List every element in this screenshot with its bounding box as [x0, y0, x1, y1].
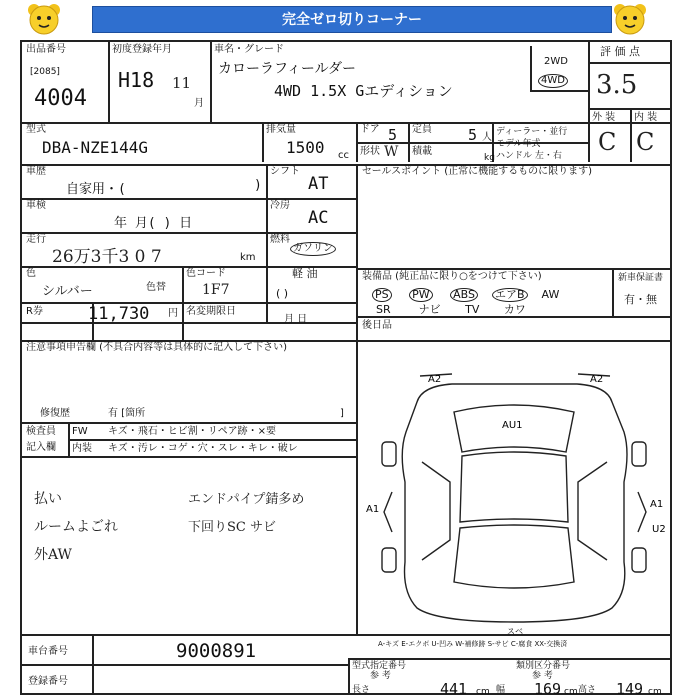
- shaken-value: 年 月( ) 日: [114, 216, 193, 231]
- equip-abs: ABS: [450, 288, 478, 302]
- model-label: 車名・グレード: [214, 44, 284, 55]
- shaken-label: 車検: [26, 200, 46, 211]
- mark-a2-left: A2: [428, 374, 442, 385]
- month-unit: 月: [194, 98, 204, 109]
- equip-navi: ナビ: [418, 303, 441, 316]
- inspector-note-right-1: エンドパイプ錆多め: [188, 492, 305, 507]
- exterior-label: 外 装: [592, 112, 616, 123]
- notes-label: 注意事項申告欄 (不具合内容等は具体的に記入して下さい): [26, 342, 287, 353]
- capacity-value: 5: [468, 126, 478, 144]
- fuel-label: 燃料: [270, 234, 290, 245]
- width-label: 幅: [496, 685, 506, 695]
- recycle-value: 11,730: [88, 304, 150, 324]
- height-label: 高さ: [578, 685, 597, 695]
- repair-close: ]: [340, 408, 344, 419]
- history-value: 自家用・(: [66, 182, 126, 197]
- registration-month: 11: [172, 74, 192, 92]
- lot-sub: [2085]: [30, 67, 60, 77]
- reference-label-2: 参 考: [532, 671, 553, 681]
- score-value: 3.5: [596, 70, 638, 100]
- reference-label-1: 参 考: [370, 671, 391, 681]
- capacity-label: 定員: [412, 124, 432, 135]
- load-label: 積載: [412, 146, 432, 157]
- registration-era: H18: [118, 68, 155, 92]
- ac-value: AC: [308, 208, 329, 228]
- interior-inspect-items: キズ・汚レ・コゲ・穴・スレ・キレ・破レ: [108, 443, 298, 454]
- equip-pw: PW: [409, 288, 433, 302]
- mileage-unit: km: [240, 252, 256, 263]
- interior-label: 内 装: [634, 112, 658, 123]
- displacement-value: 1500: [286, 138, 325, 157]
- type-label: 型式: [26, 124, 46, 135]
- width-value: 169: [534, 680, 562, 698]
- shape-label: 形状: [360, 146, 380, 157]
- mileage-value: 26万3千3 0 7: [52, 247, 162, 267]
- model-year-label: モデル年式: [496, 139, 541, 149]
- length-value: 441: [440, 680, 468, 698]
- shift-label: シフト: [270, 166, 300, 177]
- model-grade: 4WD 1.5X Gエディション: [274, 82, 453, 100]
- equipment-label: 装備品 (純正品に限り○をつけて下さい): [362, 271, 542, 282]
- equip-tv: TV: [465, 303, 480, 316]
- equip-ps: PS: [372, 288, 392, 302]
- color-code-label: 色コード: [186, 268, 226, 279]
- displacement-unit: cc: [338, 150, 349, 161]
- model-name: カローラフィールダー: [218, 61, 357, 77]
- displacement-label: 排気量: [266, 124, 296, 135]
- mark-a2-right: A2: [590, 374, 604, 385]
- car-damage-diagram: [362, 372, 668, 634]
- ac-label: 冷房: [270, 200, 290, 211]
- fuel-gasoline-circled: ガソリン: [290, 242, 336, 256]
- name-change-label: 名変期限日: [186, 306, 236, 317]
- inspector-note-1: 払い: [34, 491, 62, 507]
- repair-label: 修復歴: [40, 408, 70, 419]
- mark-sube: スベ: [507, 627, 523, 634]
- first-registration-label: 初度登録年月: [112, 44, 172, 55]
- history-label: 車歴: [26, 166, 46, 177]
- dealer-label: ディーラー・並行: [496, 127, 568, 137]
- warranty-value: 有・無: [624, 293, 657, 306]
- mascot-bear-icon-left: [26, 2, 62, 36]
- shape-value: W: [384, 144, 399, 160]
- interior-inspect-label: 内装: [72, 443, 92, 454]
- class-label: 類別区分番号: [516, 661, 571, 671]
- fw-label: FW: [72, 426, 88, 437]
- mileage-label: 走行: [26, 234, 46, 245]
- inspector-note-right-2: 下回りSC サビ: [188, 520, 276, 535]
- mark-a1-right: A1: [650, 499, 664, 510]
- mark-a1-left: A1: [366, 504, 380, 515]
- fuel-other: ( ): [276, 287, 289, 300]
- type-value: DBA-NZE144G: [42, 138, 148, 157]
- inspector-note-3: 外AW: [34, 547, 72, 563]
- equip-leather: カワ: [503, 303, 526, 316]
- damage-legend: A-キズ E-エクボ U-凹み W-補修跡 S-サビ C-腐食 XX-交換済: [378, 640, 568, 648]
- recycle-label: R券: [26, 306, 43, 317]
- lot-label: 出品番号: [26, 44, 66, 55]
- door-value: 5: [388, 126, 398, 144]
- after-items-label: 後日品: [362, 320, 392, 331]
- fuel-diesel: 軽 油: [292, 267, 318, 280]
- exterior-grade: C: [598, 128, 617, 156]
- name-change-value: 月 日: [284, 314, 308, 325]
- score-label: 評 価 点: [600, 45, 640, 58]
- door-label: ドア: [360, 124, 380, 135]
- color-value: シルバー: [42, 284, 93, 299]
- height-value: 149: [616, 680, 644, 698]
- auction-sheet: [20, 40, 672, 698]
- registration-number-label: 登録番号: [28, 676, 68, 687]
- lot-number: 4004: [34, 86, 87, 111]
- width-unit: cm: [564, 687, 578, 697]
- chassis-label: 車台番号: [28, 646, 68, 657]
- color-code-value: 1F7: [202, 282, 230, 298]
- banner-title: 完全ゼロ切りコーナー: [92, 6, 612, 33]
- color-change-label: 色替: [146, 282, 166, 293]
- load-unit: kg: [484, 153, 495, 163]
- equip-airbag: エアB: [492, 288, 528, 302]
- designation-label: 型式指定番号: [352, 661, 407, 671]
- drive-2wd-label: 2WD: [544, 56, 568, 67]
- equip-sr: SR: [376, 303, 391, 316]
- drive-4wd-circled: 4WD: [538, 74, 568, 88]
- repair-value: 有 [箇所: [108, 408, 146, 419]
- length-label: 長さ: [352, 685, 371, 695]
- fw-items: キズ・飛石・ヒビ割・リペア跡・×要: [108, 426, 276, 437]
- equip-aw: AW: [541, 288, 560, 301]
- recycle-unit: 円: [168, 308, 178, 319]
- warranty-label: 新車保証書: [618, 273, 664, 283]
- capacity-unit: 人: [482, 132, 492, 143]
- history-close: ): [254, 178, 262, 193]
- color-label: 色: [26, 268, 36, 279]
- handle-label: ハンドル 左・右: [496, 151, 562, 161]
- mascot-bear-icon-right: [612, 2, 648, 36]
- length-unit: cm: [476, 687, 490, 697]
- mark-u2: U2: [652, 524, 666, 535]
- height-unit: cm: [648, 687, 662, 697]
- inspector-note-2: ルームよごれ: [34, 519, 118, 535]
- interior-grade: C: [636, 128, 655, 156]
- inspector-label-2: 記入欄: [26, 442, 56, 453]
- shift-value: AT: [308, 174, 329, 194]
- inspector-label: 検査員: [26, 426, 56, 437]
- sales-point-label: セールスポイント (正常に機能するものに限ります): [362, 166, 593, 177]
- chassis-value: 9000891: [176, 640, 257, 662]
- mark-au1: AU1: [502, 420, 523, 431]
